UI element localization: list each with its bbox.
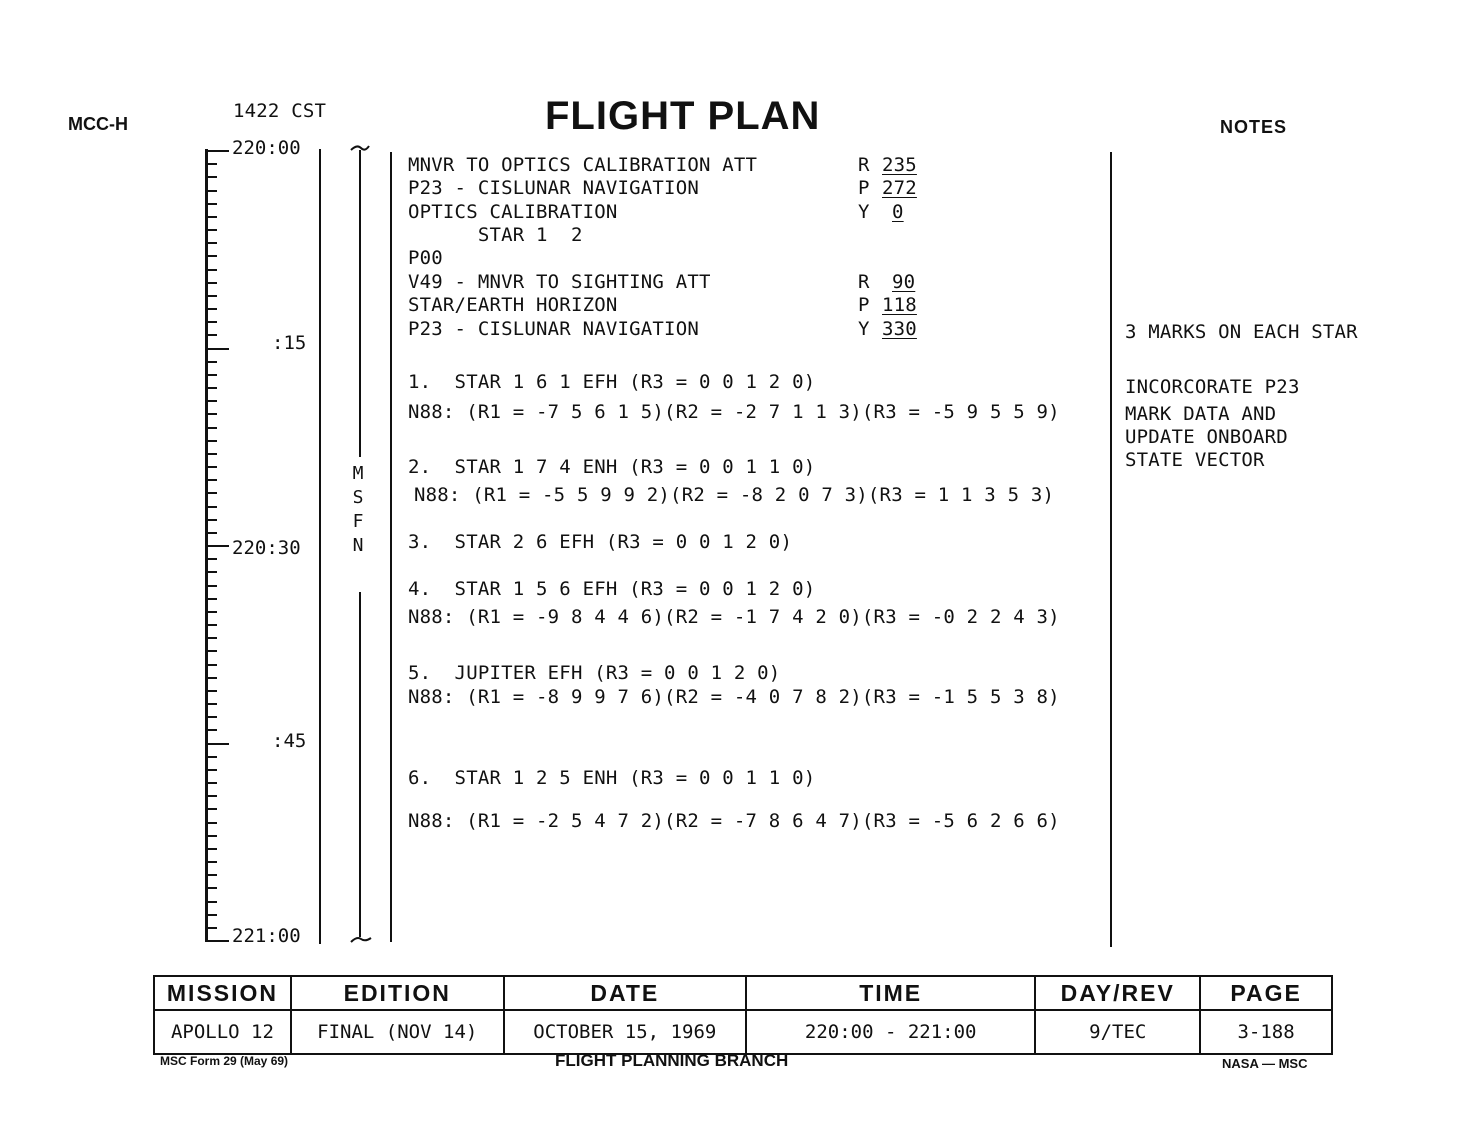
note-line: STATE VECTOR: [1125, 449, 1265, 471]
ruler-tick: [207, 571, 217, 573]
note-line: UPDATE ONBOARD: [1125, 426, 1288, 448]
ruler-tick: [207, 835, 217, 837]
ruler-tick: [207, 677, 217, 679]
attitude-axis: Y: [858, 201, 870, 223]
attitude-value: 90: [892, 271, 916, 293]
star-entry-line: 4. STAR 1 5 6 EFH (R3 = 0 0 1 2 0): [408, 578, 816, 600]
ruler-tick: [207, 545, 229, 547]
ruler-tick: [207, 334, 217, 336]
ruler-tick: [207, 532, 217, 534]
ruler-tick: [207, 479, 217, 481]
attitude-axis: P: [858, 294, 870, 316]
msfn-letter-s: S: [352, 487, 364, 508]
star-entry-line: 6. STAR 1 2 5 ENH (R3 = 0 0 1 1 0): [408, 767, 816, 789]
time-label-220-30: 220:30: [232, 537, 301, 559]
footer-header-date: DATE: [504, 976, 746, 1010]
divider-notes: [1110, 152, 1112, 947]
plan-line: MNVR TO OPTICS CALIBRATION ATT: [408, 154, 758, 176]
ruler-tick: [207, 374, 217, 376]
ruler-tick: [207, 874, 217, 876]
ruler-tick: [207, 756, 217, 758]
ruler-tick: [207, 203, 217, 205]
ruler-tick: [207, 743, 229, 745]
msfn-letter-m: M: [352, 463, 364, 484]
ruler-tick: [207, 848, 217, 850]
ruler-tick: [207, 769, 217, 771]
ruler-tick: [207, 466, 217, 468]
footer-header-page: PAGE: [1200, 976, 1332, 1010]
ruler-tick: [207, 914, 217, 916]
ruler-tick: [207, 282, 217, 284]
ruler-tick: [207, 611, 217, 613]
time-label-220-00: 220:00: [232, 137, 301, 159]
star-n88-line: N88: (R1 = -8 9 9 7 6)(R2 = -4 0 7 8 2)(R3 = -1 5 5 3 8): [408, 686, 1060, 708]
ruler-tick: [207, 295, 217, 297]
plan-line: P23 - CISLUNAR NAVIGATION: [408, 318, 699, 340]
ruler-tick: [207, 150, 229, 152]
ruler-tick: [207, 940, 229, 942]
ruler-tick: [207, 861, 217, 863]
ruler-tick: [207, 216, 217, 218]
page-title: FLIGHT PLAN: [545, 94, 821, 138]
attitude-value: 330: [882, 318, 917, 340]
plan-line: OPTICS CALIBRATION: [408, 201, 618, 223]
ruler-tick: [207, 176, 217, 178]
star-n88-line: N88: (R1 = -5 5 9 9 2)(R2 = -8 2 0 7 3)(R3 = 1 1 3 5 3): [414, 484, 1055, 506]
branch-name: FLIGHT PLANNING BRANCH: [555, 1051, 789, 1070]
divider-left: [319, 149, 321, 944]
star-n88-line: N88: (R1 = -9 8 4 4 6)(R2 = -1 7 4 2 0)(R3 = -0 2 2 4 3): [408, 606, 1060, 628]
attitude-axis: Y: [858, 318, 870, 340]
notes-heading: NOTES: [1220, 117, 1288, 137]
ruler-tick: [207, 440, 217, 442]
ruler-tick: [207, 822, 217, 824]
ruler-tick: [207, 163, 217, 165]
ruler-tick: [207, 308, 217, 310]
ruler-tick: [207, 650, 217, 652]
ruler-tick: [207, 624, 217, 626]
plan-line: P23 - CISLUNAR NAVIGATION: [408, 177, 699, 199]
ruler-tick: [207, 558, 217, 560]
note-marks: 3 MARKS ON EACH STAR: [1125, 321, 1358, 343]
ruler-tick: [207, 703, 217, 705]
time-zone-note: 1422 CST: [233, 100, 327, 122]
attitude-value: 235: [882, 154, 917, 176]
time-label-45: :45: [272, 730, 307, 752]
ruler-tick: [207, 242, 217, 244]
ruler-tick: [207, 664, 217, 666]
ruler-tick: [207, 255, 217, 257]
ruler-tick: [207, 427, 217, 429]
center-code: MCC-H: [68, 114, 128, 134]
ruler-tick: [207, 887, 217, 889]
star-entry-line: 1. STAR 1 6 1 EFH (R3 = 0 0 1 2 0): [408, 371, 816, 393]
ruler-tick: [207, 598, 217, 600]
ruler-tick: [207, 348, 229, 350]
footer-mission: APOLLO 12: [154, 1010, 291, 1054]
attitude-value: 0: [892, 201, 904, 223]
ruler-tick: [207, 795, 217, 797]
footer-day-rev: 9/TEC: [1035, 1010, 1200, 1054]
attitude-value: 272: [882, 177, 917, 199]
ruler-tick: [207, 637, 217, 639]
footer-header-mission: MISSION: [154, 976, 291, 1010]
footer-time: 220:00 - 221:00: [746, 1010, 1035, 1054]
ruler-tick: [207, 506, 217, 508]
ruler-tick: [207, 519, 217, 521]
plan-line: V49 - MNVR TO SIGHTING ATT: [408, 271, 711, 293]
footer-edition: FINAL (NOV 14): [291, 1010, 504, 1054]
form-id: MSC Form 29 (May 69): [160, 1054, 289, 1068]
msfn-letter-n: N: [352, 535, 364, 556]
ruler-tick: [207, 585, 217, 587]
ruler-tick: [207, 413, 217, 415]
footer-header-edition: EDITION: [291, 976, 504, 1010]
footer-date: OCTOBER 15, 1969: [504, 1010, 746, 1054]
ruler-tick: [207, 901, 217, 903]
ruler-tick: [207, 321, 217, 323]
divider-plan-left: [390, 152, 392, 942]
star-n88-line: N88: (R1 = -7 5 6 1 5)(R2 = -2 7 1 1 3)(R3 = -5 9 5 5 9): [408, 401, 1060, 423]
star-entry-line: 2. STAR 1 7 4 ENH (R3 = 0 0 1 1 0): [408, 456, 816, 478]
star-entry-line: 5. JUPITER EFH (R3 = 0 0 1 2 0): [408, 662, 781, 684]
ruler-tick: [207, 400, 217, 402]
msfn-letter-f: F: [352, 511, 364, 532]
ruler-tick: [207, 190, 217, 192]
ruler-tick: [207, 690, 217, 692]
footer-header-day-rev: DAY/REV: [1035, 976, 1200, 1010]
attitude-axis: R: [858, 271, 870, 293]
ruler-tick: [207, 269, 217, 271]
attitude-axis: P: [858, 177, 870, 199]
ruler-tick: [207, 782, 217, 784]
agency: NASA — MSC: [1222, 1056, 1308, 1071]
star-n88-line: N88: (R1 = -2 5 4 7 2)(R2 = -7 8 6 4 7)(R3 = -5 6 2 6 6): [408, 810, 1060, 832]
plan-line: STAR 1 2: [408, 224, 583, 246]
ruler-tick: [207, 808, 217, 810]
footer-header-time: TIME: [746, 976, 1035, 1010]
ruler-tick: [207, 716, 217, 718]
attitude-axis: R: [858, 154, 870, 176]
ruler-tick: [207, 361, 217, 363]
note-line: INCORCORATE P23: [1125, 376, 1300, 398]
attitude-value: 118: [882, 294, 917, 316]
ruler-tick: [207, 453, 217, 455]
star-entry-line: 3. STAR 2 6 EFH (R3 = 0 0 1 2 0): [408, 531, 793, 553]
ruler-tick: [207, 387, 217, 389]
plan-line: STAR/EARTH HORIZON: [408, 294, 618, 316]
ruler-tick: [207, 492, 217, 494]
ruler-tick: [207, 927, 217, 929]
ruler-tick: [207, 229, 217, 231]
footer-table: [153, 975, 1333, 1055]
time-label-15: :15: [272, 332, 307, 354]
ruler-tick: [207, 729, 217, 731]
time-label-221-00: 221:00: [232, 925, 301, 947]
plan-line: P00: [408, 247, 443, 269]
footer-page: 3-188: [1200, 1010, 1332, 1054]
note-line: MARK DATA AND: [1125, 403, 1277, 425]
